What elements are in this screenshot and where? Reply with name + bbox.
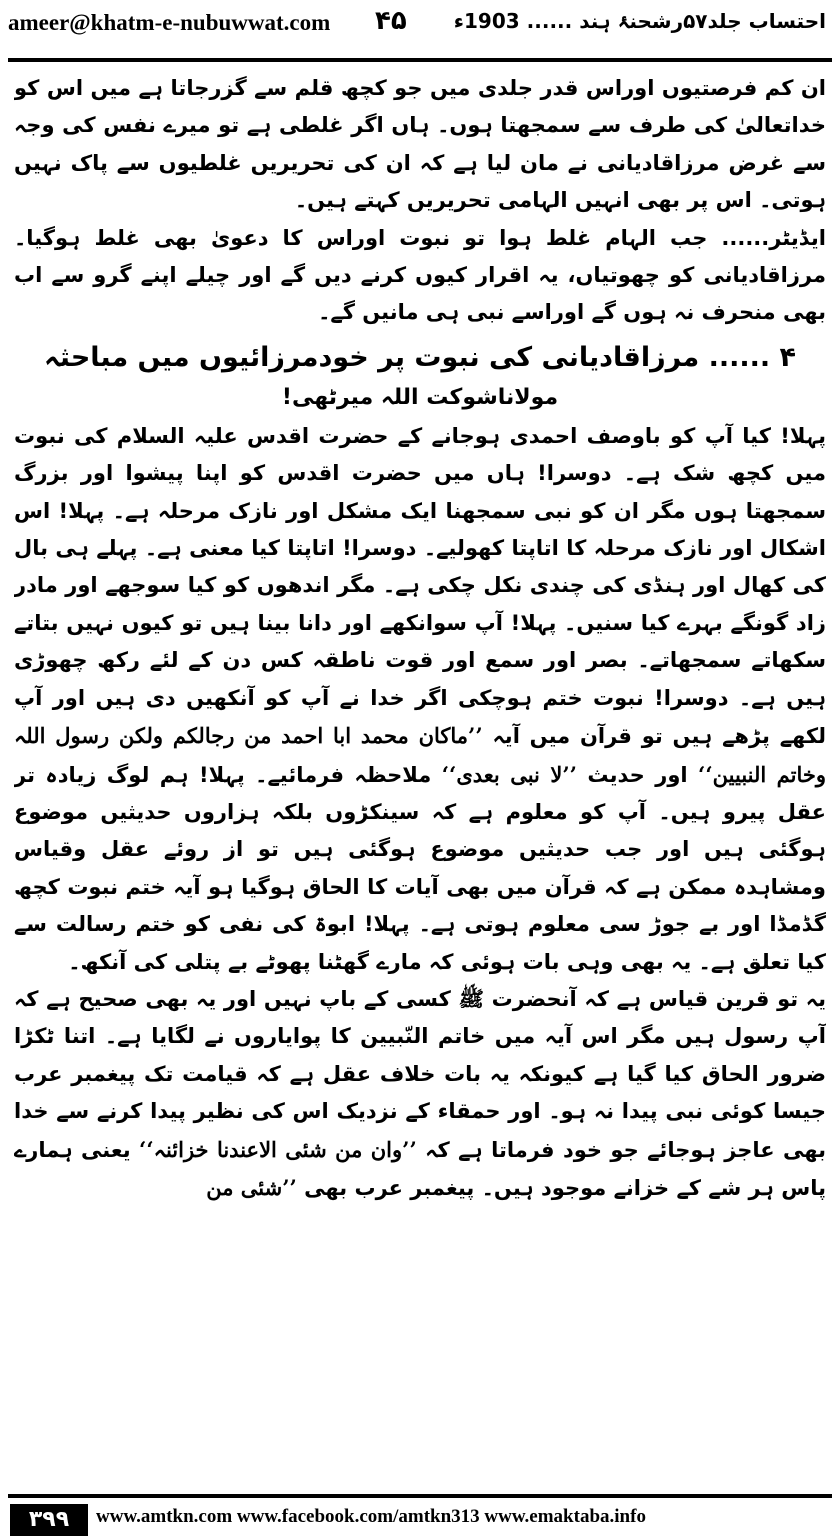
quran-verse-2: ’’وان من شئی الاعندنا خزائنہ‘‘ bbox=[139, 1136, 417, 1162]
section-author: مولاناشوکت اللہ میرٹھی! bbox=[281, 384, 559, 410]
page-header bbox=[0, 0, 840, 58]
hadith-quote: ’’لا نبی بعدی‘‘ bbox=[441, 761, 577, 787]
header-book-title: احتساب جلد۵۷رشحنۂ ہند ...... 1903ء bbox=[453, 9, 826, 33]
quran-verse-3: ’’شئی من bbox=[206, 1174, 297, 1200]
final-text-1: یہ تو قرین قیاس ہے کہ آنحضرت ﷺ کسی کے باپ نہیں اور یہ بھی صحیح ہے کہ آپ رسول ہیں مگر اس آیہ میں خاتم النّبیین کا پوایاروں نے لگایا ہے۔ اتنا ٹکڑا ضرور الحاق کیا گیا ہے کیونکہ یہ بات خلاف عقل ہے کہ قیامت تک پیغمبر عرب جیسا کوئی نبی پیدا نہ ہو۔ اور حمقاء کے نزدیک اس کی نظیر پیدا کرنے سے خدا بھی عاجز ہوجائے جو خود فرماتا ہے کہ bbox=[14, 986, 826, 1162]
paragraph-editor: ایڈیٹر...... جب الہام غلط ہوا تو نبوت اوراس کا دعویٰ بھی غلط ہوگیا۔ مرزاقادیانی کو چھوتیاں، یہ اقرار کیوں کرنے دیں گے اور چیلے اپنے گرو سے اب بھی منحرف نہ ہوں گے اوراسے نبی ہی مانیں گے۔ bbox=[14, 225, 826, 325]
paragraph-final bbox=[14, 981, 826, 1207]
quran-verse-1: ’’ماکان محمد ابا احمد من رجالکم ولکن رسول اللہ وخاتم النبیین‘‘ bbox=[14, 723, 826, 787]
header-rule bbox=[8, 58, 832, 62]
dialogue-text-2: ملاحظہ فرمائیے۔ پہلا! ہم لوگ زیادہ تر عقل پیرو ہیں۔ آپ کو معلوم ہے کہ سینکڑوں بلکہ ہزاروں حدیثیں موضوع ہوگئی ہیں اور جب حدیثیں موضوع ہوگئی ہیں تو از روئے عقل وقیاس ومشاہدہ ممکن ہے کہ قرآن میں بھی آیات کا الحاق ہوگیا ہو آیہ ختم نبوت کچھ گڈمڈا اور بے جوڑ سی معلوم ہوتی ہے۔ پہلا! ابوۃ کی نفی کو ختم رسالت سے کیا تعلق ہے۔ یہ بھی وہی بات ہوئی کہ مارے گھٹنا پھوٹے بے پتلی کی آنکھ۔ bbox=[14, 762, 826, 974]
dialogue-text-1: پہلا! کیا آپ کو باوصف احمدی ہوجانے کے حضرت اقدس علیہ السلام کی نبوت میں کچھ شک ہے۔ دوسرا! ہاں میں حضرت اقدس کو اپنا پیشوا اور بزرگ سمجھتا ہوں مگر ان کو نبی سمجھنا ایک مشکل اور نازک مرحلہ ہے۔ پہلا! اس اشکال اور نازک مرحلہ کا اتاپتا کھولیے۔ دوسرا! اتاپتا کیا معنی ہے۔ پہلے ہی بال کی کھال اور ہنڈی کی چندی نکل چکی ہے۔ مگر اندھوں کو کیا سوجھے اور مادر زاد گونگے بہرے کیا سنیں۔ پہلا! آپ سوانکھے اور دانا بینا ہیں تو کیوں نہیں بتاتے سکھاتے سمجھاتے۔ بصر اور سمع اور قوت ناطقہ کس دن کے لئے رکھ چھوڑی ہیں ہے۔ دوسرا! نبوت ختم ہوچکی اگر خدا نے آپ کو آنکھیں دی ہیں اور آپ لکھے پڑھے ہیں تو قرآن میں آیہ bbox=[14, 423, 826, 749]
final-text-2: یعنی ہمارے پاس ہر شے کے خزانے موجود ہیں۔ پیغمبر عرب بھی bbox=[14, 1137, 826, 1200]
page-footer bbox=[0, 1494, 840, 1540]
page-content bbox=[14, 70, 826, 1488]
footer-rule bbox=[8, 1494, 832, 1498]
header-page-number: ۴۵ bbox=[375, 6, 407, 36]
paragraph-1: ان کم فرصتیوں اوراس قدر جلدی میں جو کچھ قلم سے گزرجاتا ہے میں اس کو خداتعالیٰ کی طرف سے سمجھتا ہوں۔ ہاں اگر غلطی ہے تو میرے نفس کی وجہ سے غرض مرزاقادیانی نے مان لیا ہے کہ ان کی تحریریں غلطیوں سے پاک نہیں ہوتی۔ اس پر بھی انہیں الہامی تحریریں کہتے ہیں۔ bbox=[14, 76, 826, 213]
hadith-intro: اور حدیث bbox=[587, 762, 688, 787]
paragraph-dialogue bbox=[14, 418, 826, 981]
footer-websites[interactable]: www.amtkn.com www.facebook.com/amtkn313 www.emaktaba.info bbox=[96, 1506, 646, 1527]
section-heading: ۴ ...... مرزاقادیانی کی نبوت پر خودمرزائیوں میں مباحثہ bbox=[43, 341, 796, 373]
footer-page-number: ۳۹۹ bbox=[10, 1504, 88, 1536]
header-email[interactable]: ameer@khatm-e-nubuwwat.com bbox=[8, 10, 331, 35]
